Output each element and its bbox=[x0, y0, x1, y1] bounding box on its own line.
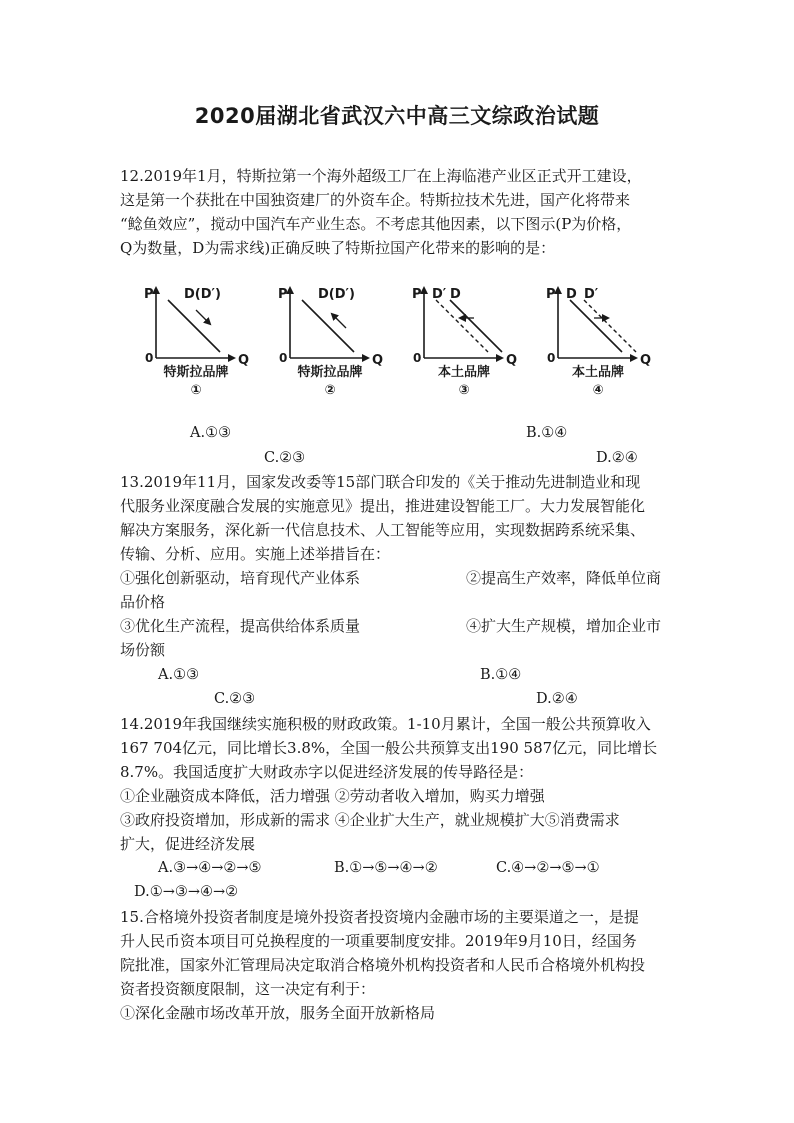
q13-option-a: A.①③ bbox=[158, 667, 200, 683]
q14-option-c: C.④→②→⑤→① bbox=[496, 860, 600, 876]
q14-option-a: A.③→④→②→⑤ bbox=[158, 860, 262, 876]
shift-arrow bbox=[332, 314, 346, 328]
q13-option-d: D.②④ bbox=[536, 691, 578, 707]
demand-curve-d bbox=[168, 300, 220, 352]
q13-item-2: ②提高生产效率，降低单位商 bbox=[466, 569, 662, 587]
axis-p-label: P bbox=[144, 287, 154, 302]
page-title: 2020届湖北省武汉六中高三文综政治试题 bbox=[194, 104, 600, 128]
axis-q-label: Q bbox=[238, 353, 250, 368]
demand-curve-d bbox=[450, 300, 502, 352]
q14-items-line-1: ①企业融资成本降低，活力增强 ②劳动者收入增加，购买力增强 bbox=[120, 787, 545, 805]
brand-label: 本土品牌 bbox=[571, 365, 625, 380]
q12-option-d: D.②④ bbox=[596, 450, 638, 466]
curve-label: D(D′) bbox=[184, 287, 221, 302]
diagram-number: ③ bbox=[458, 383, 470, 398]
demand-curve-d-prime bbox=[436, 300, 488, 352]
q13-item-2-cont: 品价格 bbox=[120, 593, 166, 611]
brand-label: 本土品牌 bbox=[437, 365, 491, 380]
q13-item-4-cont: 场份额 bbox=[120, 641, 166, 659]
q13-line-2: 代服务业深度融合发展的实施意见》提出，推进建设智能工厂。大力发展智能化 bbox=[120, 497, 646, 515]
q12-line-1: 12.2019年1月，特斯拉第一个海外超级工厂在上海临港产业区正式开工建设， bbox=[120, 167, 642, 185]
q14-line-1: 14.2019年我国继续实施积极的财政政策。1-10月累计，全国一般公共预算收入 bbox=[120, 715, 651, 733]
demand-curve-d bbox=[570, 300, 622, 352]
origin-label: 0 bbox=[547, 351, 556, 365]
demand-curve-d bbox=[302, 300, 354, 352]
axis-p-label: P bbox=[546, 287, 556, 302]
q15-line-4: 资者投资额度限制，这一决定有利于： bbox=[120, 980, 376, 998]
q14-option-d: D.①→③→④→② bbox=[134, 884, 239, 900]
q12-option-c: C.②③ bbox=[264, 450, 306, 466]
curve-label-d-prime: D′ bbox=[584, 287, 599, 302]
diagram-number: ① bbox=[190, 383, 202, 398]
axis-q-label: Q bbox=[640, 353, 652, 368]
diagram-number: ② bbox=[324, 383, 336, 398]
q15-line-1: 15.合格境外投资者制度是境外投资者投资境内金融市场的主要渠道之一，是提 bbox=[120, 908, 639, 926]
q13-option-b: B.①④ bbox=[480, 667, 522, 683]
q12-option-a: A.①③ bbox=[190, 425, 232, 441]
diagram-2 bbox=[278, 287, 383, 398]
diagram-4 bbox=[546, 287, 651, 398]
curve-label-d: D bbox=[450, 287, 461, 302]
q12-option-b: B.①④ bbox=[526, 425, 568, 441]
q12-line-2: 这是第一个获批在中国独资建厂的外资车企。特斯拉技术先进，国产化将带来 bbox=[120, 191, 631, 209]
q13-line-1: 13.2019年11月，国家发改委等15部门联合印发的《关于推动先进制造业和现 bbox=[120, 473, 641, 491]
q14-items-line-2: ③政府投资增加，形成新的需求 ④企业扩大生产，就业规模扩大⑤消费需求 bbox=[120, 811, 620, 829]
origin-label: 0 bbox=[145, 351, 154, 365]
diagram-1 bbox=[144, 287, 249, 398]
q13-item-1: ①强化创新驱动，培育现代产业体系 bbox=[120, 569, 361, 587]
brand-label: 特斯拉品牌 bbox=[297, 365, 363, 380]
axis-p-label: P bbox=[278, 287, 288, 302]
q15-item-1: ①深化金融市场改革开放，服务全面开放新格局 bbox=[120, 1004, 436, 1022]
q13-line-4: 传输、分析、应用。实施上述举措旨在： bbox=[120, 545, 391, 563]
axis-q-label: Q bbox=[506, 353, 518, 368]
q14-option-b: B.①→⑤→④→② bbox=[334, 860, 438, 876]
q14-line-2: 167 704亿元，同比增长3.8%，全国一般公共预算支出190 587亿元，同比增长 bbox=[120, 739, 658, 757]
q14-line-3: 8.7%。我国适度扩大财政赤字以促进经济发展的传导路径是： bbox=[120, 763, 534, 781]
q13-line-3: 解决方案服务，深化新一代信息技术、人工智能等应用，实现数据跨系统采集、 bbox=[120, 521, 646, 539]
q12-line-4: Q为数量，D为需求线)正确反映了特斯拉国产化带来的影响的是： bbox=[120, 239, 556, 257]
diagram-number: ④ bbox=[592, 383, 604, 398]
q13-item-3: ③优化生产流程，提高供给体系质量 bbox=[120, 617, 361, 635]
axis-q-label: Q bbox=[372, 353, 384, 368]
shift-arrow bbox=[196, 310, 210, 324]
curve-label-d-prime: D′ bbox=[432, 287, 447, 302]
origin-label: 0 bbox=[413, 351, 422, 365]
q12-line-3: “鲶鱼效应”，搅动中国汽车产业生态。不考虑其他因素，以下图示(P为价格， bbox=[120, 215, 632, 233]
curve-label-d: D bbox=[566, 287, 577, 302]
q15-line-3: 院批准，国家外汇管理局决定取消合格境外机构投资者和人民币合格境外机构投 bbox=[120, 956, 646, 974]
axis-p-label: P bbox=[412, 287, 422, 302]
q13-option-c: C.②③ bbox=[214, 691, 256, 707]
demand-curve-d-prime bbox=[584, 300, 636, 352]
brand-label: 特斯拉品牌 bbox=[163, 365, 229, 380]
q15-line-2: 升人民币资本项目可兑换程度的一项重要制度安排。2019年9月10日，经国务 bbox=[120, 932, 637, 950]
q14-items-line-3: 扩大，促进经济发展 bbox=[120, 835, 256, 853]
curve-label: D(D′) bbox=[318, 287, 355, 302]
origin-label: 0 bbox=[279, 351, 288, 365]
demand-diagrams bbox=[140, 278, 660, 398]
q13-item-4: ④扩大生产规模，增加企业市 bbox=[466, 617, 662, 635]
diagram-3 bbox=[412, 287, 517, 398]
